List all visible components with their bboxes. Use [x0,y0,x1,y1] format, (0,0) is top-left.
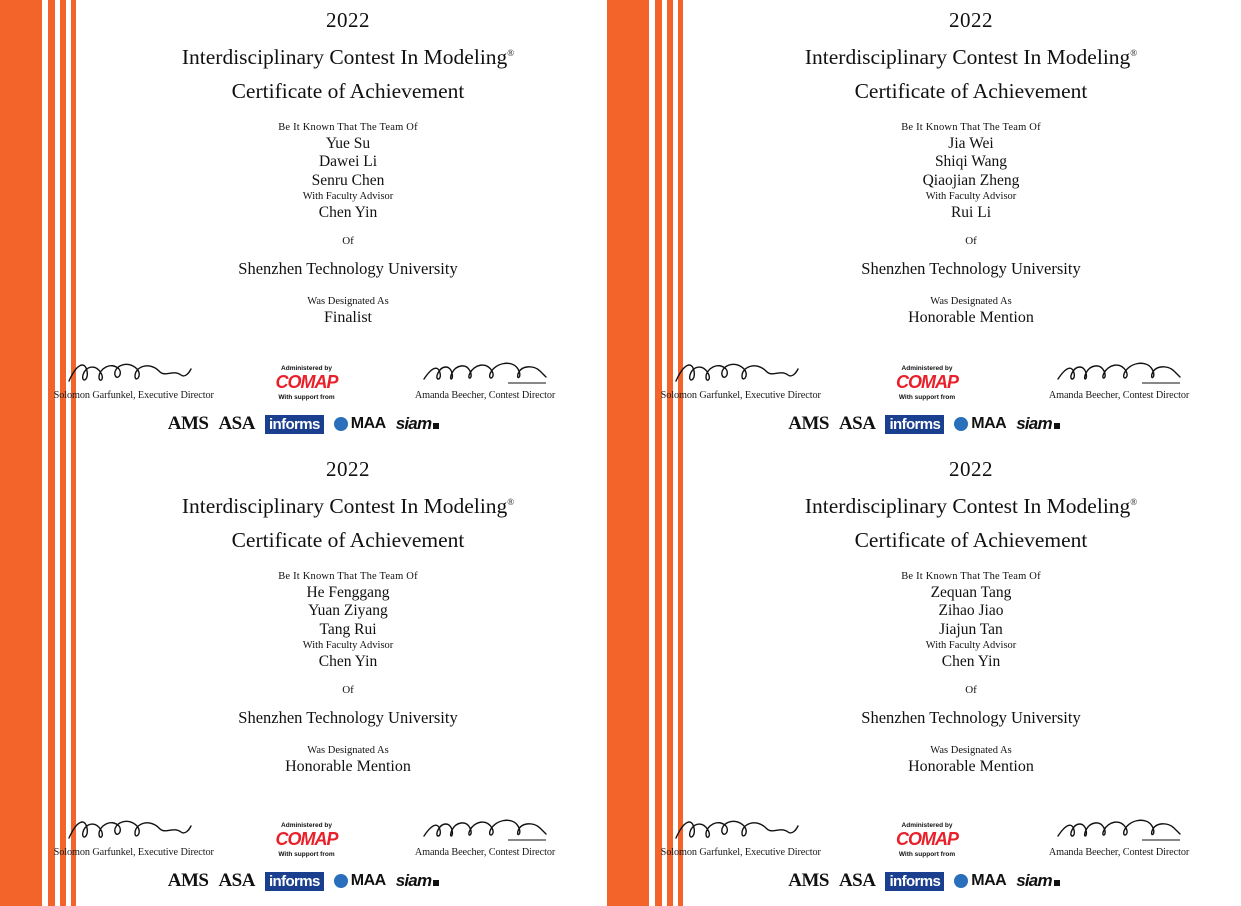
advisor-label: With Faculty Advisor [925,190,1017,202]
team-member: Jiajun Tan [939,620,1003,638]
comap-logo-block [259,822,354,858]
certificate-title: Certificate of Achievement [231,528,465,552]
siam-logo: siam [1016,871,1060,891]
signature-caption: Solomon Garfunkel, Executive Director [53,389,214,401]
maa-logo: MAA [954,872,1006,890]
sponsor-logos [607,413,1241,435]
school-name: Shenzhen Technology University [861,258,1081,278]
team-member: He Fenggang [306,584,390,601]
comap-logo: COMAP [275,372,338,392]
sponsor-logos [0,413,607,435]
asa-logo: ASA [218,413,255,434]
maa-logo: MAA [954,415,1006,433]
team-label: Be It Known That The Team Of [278,122,418,133]
asa-logo: ASA [838,413,876,434]
siam-logo: siam [396,871,440,891]
handwritten-signature-icon [655,814,815,844]
signature-executive-director [48,357,214,401]
maa-logo: MAA [334,872,386,890]
ams-logo: AMS [167,413,209,434]
handwritten-signature-icon [1039,814,1199,844]
school-name: Shenzhen Technology University [238,707,458,727]
administered-by-label: Administered by [901,822,953,829]
siam-dot-icon [1054,880,1060,886]
comap-logo-block [880,822,975,858]
asa-logo: ASA [838,870,876,891]
signature-row [0,357,607,401]
designation: Honorable Mention [908,308,1034,326]
signature-contest-director [1039,814,1199,858]
siam-dot-icon [433,423,439,429]
designation-label: Was Designated As [307,744,389,756]
registered-mark-icon: ® [507,47,515,58]
contest-name: Interdisciplinary Contest In Modeling® [181,45,515,69]
of-label: Of [965,683,977,696]
handwritten-signature-icon [1039,357,1199,387]
team-member: Qiaojian Zheng [922,171,1020,189]
comap-logo: COMAP [275,829,338,849]
signature-executive-director [655,357,821,401]
globe-icon [954,417,968,431]
year: 2022 [949,8,993,32]
ams-logo: AMS [788,870,829,891]
signature-caption: Solomon Garfunkel, Executive Director [660,389,821,401]
globe-icon [954,874,968,888]
signature-executive-director [48,814,214,858]
registered-mark-icon: ® [1130,47,1138,58]
asa-logo: ASA [218,870,255,891]
siam-dot-icon [433,880,439,886]
informs-logo: informs [885,872,944,891]
maa-logo: MAA [334,415,386,433]
signature-contest-director [1039,357,1199,401]
certificate-bottom-right [607,449,1241,906]
team-member: Tang Rui [319,620,377,638]
siam-dot-icon [1054,423,1060,429]
team-members [95,135,601,190]
with-support-from-label: With support from [278,394,335,401]
signature-caption: Amanda Beecher, Contest Director [1048,846,1190,858]
signature-row [607,814,1241,858]
team-label: Be It Known That The Team Of [901,122,1041,133]
team-member: Jia Wei [948,135,994,152]
signature-contest-director [405,357,565,401]
signature-executive-director [655,814,821,858]
designation-label: Was Designated As [930,295,1012,307]
signature-caption: Amanda Beecher, Contest Director [1048,389,1190,401]
certificate-bottom-left [0,449,607,906]
with-support-from-label: With support from [898,394,956,401]
siam-logo: siam [1016,414,1060,434]
handwritten-signature-icon [405,814,565,844]
team-members [707,584,1235,639]
advisor-label: With Faculty Advisor [302,639,394,651]
with-support-from-label: With support from [278,851,335,858]
ams-logo: AMS [788,413,829,434]
advisor-name: Chen Yin [318,652,378,670]
team-member: Zequan Tang [930,584,1012,601]
handwritten-signature-icon [48,357,208,387]
team-member: Shiqi Wang [934,153,1008,171]
team-member: Yuan Ziyang [308,602,388,620]
informs-logo: informs [265,872,324,891]
school-name: Shenzhen Technology University [238,258,458,278]
designation: Finalist [323,308,372,326]
signature-contest-director [405,814,565,858]
registered-mark-icon: ® [1130,496,1138,507]
team-members [707,135,1235,190]
comap-logo: COMAP [896,372,958,392]
school-name: Shenzhen Technology University [861,707,1081,727]
certificate-top-left [0,0,607,449]
signature-caption: Solomon Garfunkel, Executive Director [660,846,821,858]
signature-row [0,814,607,858]
team-label: Be It Known That The Team Of [278,571,418,582]
administered-by-label: Administered by [281,365,332,372]
certificate-title: Certificate of Achievement [854,528,1088,552]
advisor-label: With Faculty Advisor [302,190,394,202]
globe-icon [334,417,348,431]
team-member: Zihao Jiao [938,602,1004,620]
certificate-title: Certificate of Achievement [854,79,1088,103]
team-member: Yue Su [325,135,371,152]
globe-icon [334,874,348,888]
signature-caption: Amanda Beecher, Contest Director [414,389,556,401]
year: 2022 [326,457,370,481]
with-support-from-label: With support from [898,851,956,858]
advisor-name: Chen Yin [318,203,378,221]
contest-name: Interdisciplinary Contest In Modeling® [804,494,1138,518]
team-members [95,584,601,639]
administered-by-label: Administered by [281,822,332,829]
certificate-top-right [607,0,1241,449]
comap-logo: COMAP [896,829,958,849]
team-member: Senru Chen [311,171,385,189]
sponsor-logos [0,870,607,892]
year: 2022 [326,8,370,32]
comap-logo-block [259,365,354,401]
handwritten-signature-icon [405,357,565,387]
signature-row [607,357,1241,401]
designation: Honorable Mention [908,757,1034,775]
designation-label: Was Designated As [307,295,389,307]
informs-logo: informs [265,415,324,434]
designation: Honorable Mention [285,757,411,775]
administered-by-label: Administered by [901,365,953,372]
team-member: Dawei Li [318,153,378,171]
of-label: Of [342,234,354,247]
year: 2022 [949,457,993,481]
team-label: Be It Known That The Team Of [901,571,1041,582]
contest-name: Interdisciplinary Contest In Modeling® [181,494,515,518]
registered-mark-icon: ® [507,496,515,507]
contest-name: Interdisciplinary Contest In Modeling® [804,45,1138,69]
of-label: Of [342,683,354,696]
handwritten-signature-icon [655,357,815,387]
designation-label: Was Designated As [930,744,1012,756]
signature-caption: Amanda Beecher, Contest Director [414,846,556,858]
informs-logo: informs [885,415,944,434]
sponsor-logos [607,870,1241,892]
advisor-name: Rui Li [950,203,992,221]
certificate-title: Certificate of Achievement [231,79,465,103]
of-label: Of [965,234,977,247]
advisor-label: With Faculty Advisor [925,639,1017,651]
signature-caption: Solomon Garfunkel, Executive Director [53,846,214,858]
handwritten-signature-icon [48,814,208,844]
comap-logo-block [880,365,975,401]
ams-logo: AMS [167,870,209,891]
advisor-name: Chen Yin [941,652,1001,670]
siam-logo: siam [396,414,440,434]
